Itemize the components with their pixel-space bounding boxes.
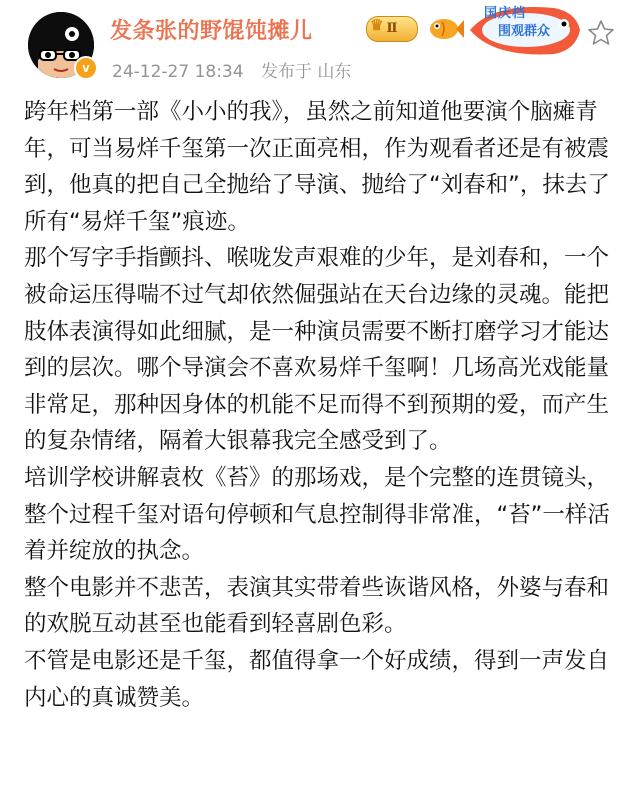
post-paragraph: 那个写字手指颤抖、喉咙发声艰难的少年，是刘春和，一个被命运压得喘不过气却依然倔强站在天台边缘的灵魂。能把肢体表演得如此细腻，是一种演员需要不断打磨学习才能达到的层次。哪个导演会不喜欢易烊千玺啊！几场高光戏能量非常足，那种因身体的机能不足而得不到预期的爱，而产生的复杂情绪，隔着大银幕我完全感受到了。 bbox=[24, 245, 610, 455]
verified-badge-icon: v bbox=[74, 56, 98, 80]
post-paragraph: 不管是电影还是千玺，都值得拿一个好成绩，得到一声发自内心的真诚赞美。 bbox=[24, 647, 610, 711]
post-paragraph: 跨年档第一部《小小的我》，虽然之前知道他要演个脑瘫青年，可当易烊千玺第一次正面亮相，作为观看者还是有被震到，他真的把自己全抛给了导演、抛给了“刘春和”，抹去了所有“易烊千玺”痕迹。 bbox=[24, 99, 610, 235]
event-badge-line-2: 围观群众 bbox=[498, 24, 551, 39]
post-paragraph: 培训学校讲解袁枚《苔》的那场戏，是个完整的连贯镜头，整个过程千玺对语句停顿和气息控制得非常准，“苔”一样活着并绽放的执念。 bbox=[24, 464, 610, 565]
fish-icon bbox=[428, 14, 464, 44]
post-paragraph: 整个电影并不悲苦，表演其实带着些诙谐风格，外婆与春和的欢脱互动甚至也能看到轻喜剧色彩。 bbox=[24, 574, 610, 638]
post-body bbox=[24, 94, 620, 716]
username[interactable]: 发条张的野馄饨摊儿 bbox=[110, 19, 313, 44]
post-location: 发布于 山东 bbox=[260, 62, 352, 82]
event-badge[interactable] bbox=[464, 0, 584, 60]
post-timestamp: 24-12-27 18:34 bbox=[112, 62, 244, 82]
event-badge-line-1: 国庆档 bbox=[484, 6, 527, 21]
vip-level-badge[interactable] bbox=[366, 16, 418, 42]
post-meta bbox=[112, 57, 363, 82]
crown-icon: ♛ bbox=[370, 16, 384, 34]
vip-level-label: Ⅱ bbox=[386, 21, 398, 36]
post-header bbox=[0, 0, 640, 92]
favorite-star-icon[interactable] bbox=[586, 18, 616, 48]
